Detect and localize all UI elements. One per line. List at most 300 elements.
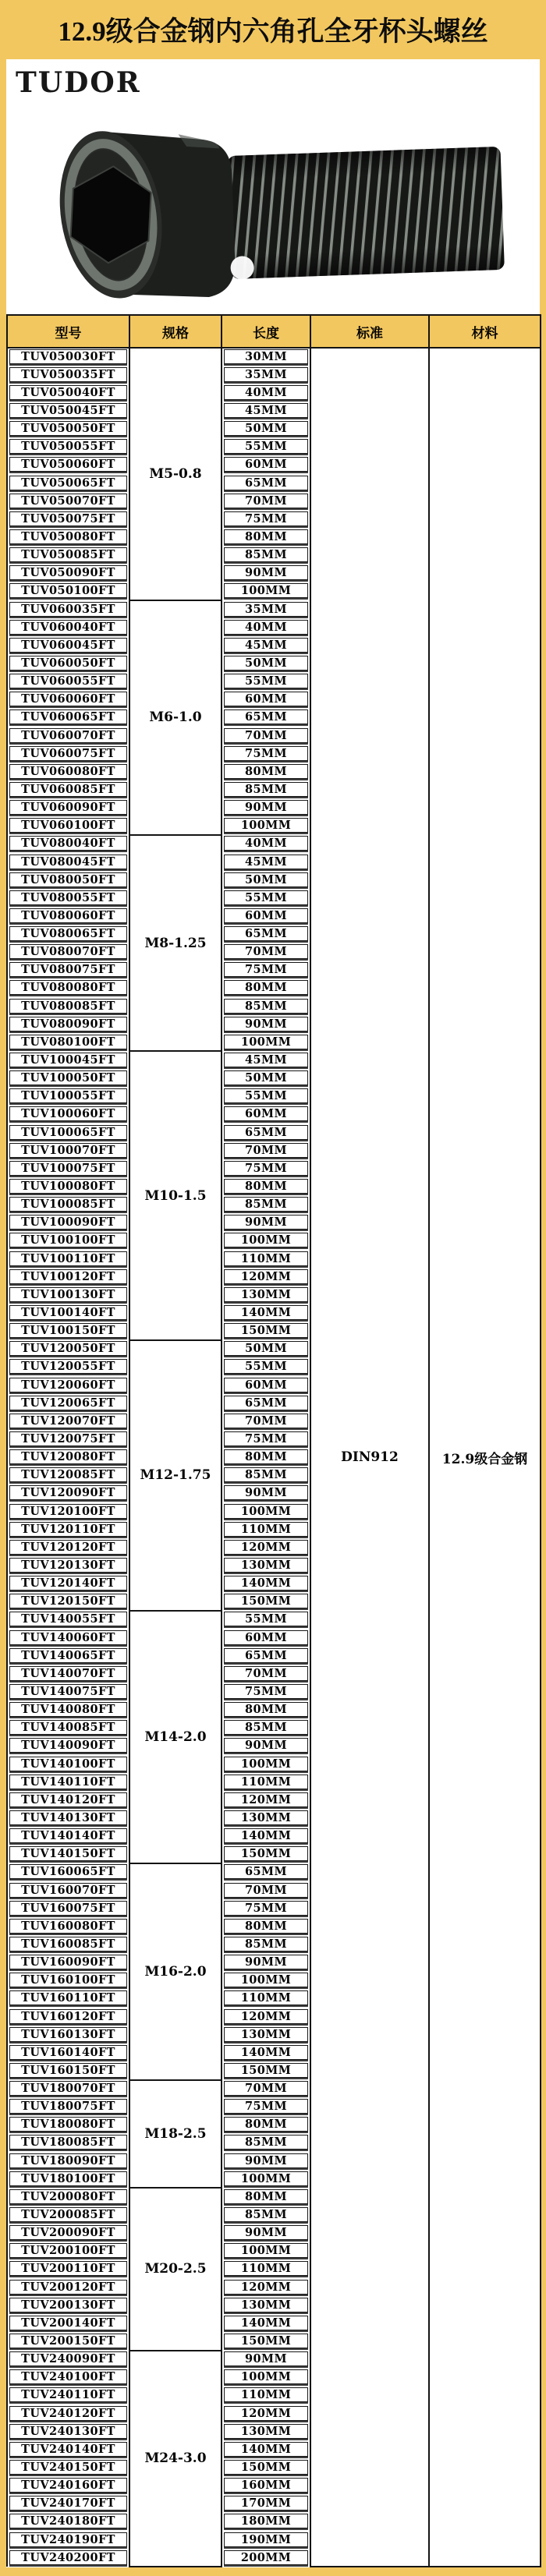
length-text: 85MM (224, 782, 308, 797)
length-cell (222, 2314, 310, 2332)
model-cell (7, 1899, 129, 1917)
length-cell (222, 817, 310, 835)
model-cell (7, 2495, 129, 2513)
length-text: 85MM (224, 2207, 308, 2222)
model-cell (7, 1051, 129, 1069)
model-cell (7, 1394, 129, 1412)
length-text: 60MM (224, 1106, 308, 1121)
length-cell (222, 547, 310, 564)
model-cell (7, 2404, 129, 2422)
model-text: TUV050035FT (9, 367, 127, 382)
length-text: 60MM (224, 1630, 308, 1645)
model-text: TUV200100FT (9, 2243, 127, 2258)
length-text: 90MM (224, 800, 308, 815)
length-cell (222, 2008, 310, 2026)
model-cell (7, 2296, 129, 2314)
model-text: TUV160150FT (9, 2063, 127, 2078)
model-text: TUV120110FT (9, 1522, 127, 1537)
length-cell (222, 925, 310, 943)
model-text: TUV160080FT (9, 1919, 127, 1934)
model-cell (7, 1647, 129, 1665)
model-text: TUV120085FT (9, 1467, 127, 1482)
length-cell (222, 2260, 310, 2278)
length-text: 130MM (224, 2424, 308, 2439)
model-cell (7, 1484, 129, 1502)
length-text: 60MM (224, 692, 308, 706)
length-text: 90MM (224, 2153, 308, 2168)
model-text: TUV050065FT (9, 476, 127, 490)
length-cell (222, 673, 310, 691)
length-text: 55MM (224, 674, 308, 688)
model-text: TUV080070FT (9, 944, 127, 959)
model-cell (7, 2278, 129, 2296)
model-text: TUV050085FT (9, 547, 127, 562)
page-title: 12.9级合金钢内六角孔全牙杯头螺丝 (58, 16, 488, 47)
spec-table (6, 314, 541, 2567)
model-text: TUV060050FT (9, 656, 127, 671)
length-cell (222, 2116, 310, 2134)
model-text: TUV060065FT (9, 709, 127, 724)
length-cell (222, 2026, 310, 2043)
length-text: 50MM (224, 872, 308, 887)
length-cell (222, 1033, 310, 1051)
model-text: TUV240160FT (9, 2478, 127, 2493)
model-cell (7, 1917, 129, 1935)
model-text: TUV100055FT (9, 1088, 127, 1103)
length-text: 70MM (224, 944, 308, 959)
length-cell (222, 1773, 310, 1791)
model-cell (7, 2477, 129, 2495)
length-cell (222, 420, 310, 438)
model-cell (7, 763, 129, 780)
length-cell (222, 618, 310, 636)
model-text: TUV200140FT (9, 2316, 127, 2330)
model-text: TUV160120FT (9, 2009, 127, 2024)
model-text: TUV060055FT (9, 674, 127, 688)
spec-group-cell: M18-2.5 (129, 2080, 222, 2189)
length-text: 180MM (224, 2514, 308, 2528)
length-text: 85MM (224, 1937, 308, 1951)
model-text: TUV140075FT (9, 1684, 127, 1699)
length-text: 110MM (224, 1522, 308, 1537)
length-cell (222, 510, 310, 528)
length-text: 140MM (224, 2316, 308, 2330)
length-text: 120MM (224, 1792, 308, 1807)
model-text: TUV120150FT (9, 1594, 127, 1608)
model-text: TUV160065FT (9, 1864, 127, 1879)
model-text: TUV080085FT (9, 999, 127, 1014)
model-cell (7, 1935, 129, 1953)
model-cell (7, 1954, 129, 1972)
length-text: 75MM (224, 1901, 308, 1916)
model-cell (7, 2224, 129, 2242)
model-text: TUV240170FT (9, 2496, 127, 2511)
length-text: 90MM (224, 1738, 308, 1753)
model-text: TUV050080FT (9, 529, 127, 544)
model-cell (7, 2351, 129, 2369)
length-text: 120MM (224, 2406, 308, 2421)
model-text: TUV120140FT (9, 1576, 127, 1591)
length-text: 60MM (224, 1378, 308, 1392)
length-text: 45MM (224, 638, 308, 653)
length-cell (222, 582, 310, 600)
length-text: 150MM (224, 2460, 308, 2475)
length-cell (222, 2387, 310, 2404)
model-cell (7, 1430, 129, 1448)
model-cell (7, 799, 129, 817)
model-cell (7, 402, 129, 419)
length-text: 70MM (224, 1666, 308, 1681)
model-text: TUV160070FT (9, 1883, 127, 1898)
model-text: TUV240120FT (9, 2406, 127, 2421)
length-text: 80MM (224, 529, 308, 544)
length-cell (222, 2513, 310, 2531)
model-text: TUV200080FT (9, 2189, 127, 2204)
length-cell (222, 2477, 310, 2495)
model-text: TUV200120FT (9, 2280, 127, 2295)
model-text: TUV120065FT (9, 1396, 127, 1410)
length-text: 100MM (224, 1973, 308, 1987)
model-cell (7, 1141, 129, 1159)
model-text: TUV100130FT (9, 1287, 127, 1302)
model-text: TUV060060FT (9, 692, 127, 706)
model-cell (7, 1881, 129, 1899)
model-cell (7, 582, 129, 600)
model-text: TUV240150FT (9, 2460, 127, 2475)
model-cell (7, 618, 129, 636)
length-cell (222, 1322, 310, 1340)
length-text: 110MM (224, 1251, 308, 1266)
length-text: 70MM (224, 1883, 308, 1898)
length-cell (222, 2296, 310, 2314)
length-cell (222, 1611, 310, 1629)
length-text: 75MM (224, 962, 308, 977)
model-cell (7, 1033, 129, 1051)
model-cell (7, 1123, 129, 1141)
length-text: 60MM (224, 908, 308, 923)
model-text: TUV100140FT (9, 1305, 127, 1320)
length-text: 50MM (224, 421, 308, 436)
model-text: TUV080040FT (9, 836, 127, 851)
model-text: TUV120075FT (9, 1431, 127, 1446)
length-text: 35MM (224, 602, 308, 617)
length-text: 75MM (224, 511, 308, 526)
model-text: TUV050075FT (9, 511, 127, 526)
column-header-material: 材料 (429, 315, 541, 348)
length-text: 150MM (224, 2063, 308, 2078)
length-text: 80MM (224, 1702, 308, 1717)
model-cell (7, 348, 129, 366)
model-cell (7, 1177, 129, 1195)
model-cell (7, 1629, 129, 1647)
length-cell (222, 1394, 310, 1412)
model-text: TUV140060FT (9, 1630, 127, 1645)
model-text: TUV100090FT (9, 1215, 127, 1230)
model-text: TUV180100FT (9, 2171, 127, 2186)
length-text: 75MM (224, 1161, 308, 1176)
model-cell (7, 2314, 129, 2332)
model-cell (7, 1340, 129, 1358)
length-text: 75MM (224, 1431, 308, 1446)
model-cell (7, 528, 129, 546)
model-cell (7, 1268, 129, 1286)
model-text: TUV200090FT (9, 2225, 127, 2240)
length-text: 65MM (224, 1125, 308, 1140)
length-text: 120MM (224, 1540, 308, 1555)
model-text: TUV160130FT (9, 2027, 127, 2042)
length-cell (222, 384, 310, 402)
table-header (7, 315, 541, 348)
model-text: TUV160085FT (9, 1937, 127, 1951)
spec-group-cell: M10-1.5 (129, 1051, 222, 1339)
model-cell (7, 1773, 129, 1791)
model-text: TUV050070FT (9, 494, 127, 508)
model-text: TUV140120FT (9, 1792, 127, 1807)
model-cell (7, 456, 129, 474)
model-text: TUV080065FT (9, 926, 127, 941)
model-cell (7, 1863, 129, 1881)
model-cell (7, 1376, 129, 1394)
length-cell (222, 745, 310, 763)
length-text: 110MM (224, 2387, 308, 2402)
length-text: 140MM (224, 1576, 308, 1591)
model-cell (7, 1593, 129, 1611)
length-cell (222, 1629, 310, 1647)
length-cell (222, 1123, 310, 1141)
model-cell (7, 727, 129, 745)
model-text: TUV060035FT (9, 602, 127, 617)
length-text: 85MM (224, 1197, 308, 1212)
model-text: TUV050060FT (9, 457, 127, 472)
column-header-model: 型号 (7, 315, 129, 348)
length-cell (222, 907, 310, 925)
length-text: 150MM (224, 2334, 308, 2348)
length-text: 80MM (224, 1919, 308, 1934)
model-cell (7, 1755, 129, 1773)
length-cell (222, 1954, 310, 1972)
length-cell (222, 2188, 310, 2206)
model-cell (7, 1575, 129, 1593)
model-text: TUV160100FT (9, 1973, 127, 1987)
model-text: TUV240180FT (9, 2514, 127, 2528)
length-text: 75MM (224, 746, 308, 761)
model-cell (7, 474, 129, 492)
model-cell (7, 2458, 129, 2476)
model-cell (7, 654, 129, 672)
model-cell (7, 1304, 129, 1322)
length-text: 80MM (224, 980, 308, 995)
length-cell (222, 1502, 310, 1520)
length-text: 60MM (224, 457, 308, 472)
model-cell (7, 1232, 129, 1250)
length-text: 130MM (224, 1810, 308, 1825)
model-text: TUV140065FT (9, 1648, 127, 1663)
length-cell (222, 348, 310, 366)
length-cell (222, 1358, 310, 1376)
spec-group-cell: M16-2.0 (129, 1863, 222, 2080)
model-text: TUV180085FT (9, 2135, 127, 2150)
model-cell (7, 1538, 129, 1556)
content-panel (6, 59, 540, 2567)
model-cell (7, 1250, 129, 1268)
model-text: TUV100110FT (9, 1251, 127, 1266)
model-text: TUV080090FT (9, 1017, 127, 1031)
model-cell (7, 1611, 129, 1629)
length-cell (222, 1990, 310, 2008)
length-cell (222, 1791, 310, 1809)
model-cell (7, 2188, 129, 2206)
model-cell (7, 1791, 129, 1809)
length-text: 65MM (224, 1396, 308, 1410)
model-cell (7, 1683, 129, 1700)
length-cell (222, 1467, 310, 1484)
length-text: 85MM (224, 2135, 308, 2150)
model-cell (7, 2098, 129, 2116)
length-text: 65MM (224, 476, 308, 490)
length-text: 130MM (224, 1287, 308, 1302)
length-text: 140MM (224, 2045, 308, 2060)
length-cell (222, 1412, 310, 1430)
length-text: 90MM (224, 565, 308, 580)
length-cell (222, 366, 310, 384)
model-text: TUV200130FT (9, 2298, 127, 2312)
model-cell (7, 1196, 129, 1214)
length-cell (222, 1575, 310, 1593)
model-text: TUV050090FT (9, 565, 127, 580)
model-text: TUV050100FT (9, 583, 127, 598)
model-cell (7, 1159, 129, 1177)
length-text: 65MM (224, 1648, 308, 1663)
length-cell (222, 2278, 310, 2296)
length-cell (222, 1106, 310, 1123)
length-cell (222, 528, 310, 546)
length-text: 120MM (224, 2280, 308, 2295)
length-text: 100MM (224, 583, 308, 598)
model-cell (7, 510, 129, 528)
model-text: TUV060045FT (9, 638, 127, 653)
column-header-length: 长度 (222, 315, 310, 348)
length-cell (222, 1340, 310, 1358)
length-cell (222, 1051, 310, 1069)
model-cell (7, 1665, 129, 1683)
model-cell (7, 1106, 129, 1123)
length-cell (222, 2170, 310, 2188)
length-text: 90MM (224, 1485, 308, 1500)
length-text: 65MM (224, 926, 308, 941)
length-cell (222, 1520, 310, 1538)
model-text: TUV060070FT (9, 728, 127, 743)
model-cell (7, 943, 129, 961)
length-text: 80MM (224, 764, 308, 779)
length-cell (222, 2458, 310, 2476)
length-text: 200MM (224, 2550, 308, 2565)
length-text: 50MM (224, 1070, 308, 1085)
length-cell (222, 1737, 310, 1755)
model-cell (7, 835, 129, 853)
length-text: 130MM (224, 2027, 308, 2042)
model-text: TUV160075FT (9, 1901, 127, 1916)
length-cell (222, 1159, 310, 1177)
length-text: 150MM (224, 1846, 308, 1861)
length-cell (222, 654, 310, 672)
model-cell (7, 780, 129, 798)
socket-cap-screw-image (33, 100, 516, 314)
length-cell (222, 835, 310, 853)
length-cell (222, 1214, 310, 1232)
model-text: TUV140080FT (9, 1702, 127, 1717)
length-cell (222, 1665, 310, 1683)
length-cell (222, 1755, 310, 1773)
model-cell (7, 2116, 129, 2134)
length-cell (222, 961, 310, 979)
standard-cell: DIN912 (310, 348, 429, 2567)
model-cell (7, 1556, 129, 1574)
model-text: TUV240100FT (9, 2369, 127, 2384)
table-row (7, 348, 541, 366)
length-cell (222, 1719, 310, 1737)
length-text: 30MM (224, 349, 308, 364)
length-text: 140MM (224, 1305, 308, 1320)
model-text: TUV100080FT (9, 1179, 127, 1194)
length-cell (222, 997, 310, 1015)
model-cell (7, 492, 129, 510)
length-text: 80MM (224, 1179, 308, 1194)
length-cell (222, 1881, 310, 1899)
length-cell (222, 1683, 310, 1700)
model-cell (7, 2080, 129, 2098)
model-text: TUV100065FT (9, 1125, 127, 1140)
model-text: TUV100060FT (9, 1106, 127, 1121)
model-text: TUV060090FT (9, 800, 127, 815)
length-cell (222, 636, 310, 654)
model-cell (7, 2026, 129, 2043)
model-cell (7, 384, 129, 402)
model-cell (7, 1214, 129, 1232)
length-text: 40MM (224, 620, 308, 635)
length-cell (222, 2332, 310, 2350)
column-header-spec: 规格 (129, 315, 222, 348)
length-text: 120MM (224, 1269, 308, 1284)
length-text: 100MM (224, 1504, 308, 1519)
model-text: TUV120100FT (9, 1504, 127, 1519)
model-text: TUV200150FT (9, 2334, 127, 2348)
length-text: 130MM (224, 2298, 308, 2312)
length-text: 90MM (224, 1955, 308, 1969)
model-cell (7, 2387, 129, 2404)
model-cell (7, 1322, 129, 1340)
length-cell (222, 1701, 310, 1719)
model-text: TUV050030FT (9, 349, 127, 364)
model-text: TUV120050FT (9, 1341, 127, 1356)
model-cell (7, 1737, 129, 1755)
length-cell (222, 1917, 310, 1935)
length-text: 90MM (224, 2351, 308, 2366)
model-text: TUV240090FT (9, 2351, 127, 2366)
model-text: TUV240110FT (9, 2387, 127, 2402)
length-cell (222, 2531, 310, 2549)
length-cell (222, 1538, 310, 1556)
model-cell (7, 961, 129, 979)
spec-group-cell: M12-1.75 (129, 1340, 222, 1611)
model-text: TUV240130FT (9, 2424, 127, 2439)
model-text: TUV100050FT (9, 1070, 127, 1085)
model-cell (7, 979, 129, 997)
model-text: TUV140110FT (9, 1775, 127, 1789)
model-cell (7, 871, 129, 889)
length-text: 50MM (224, 656, 308, 671)
length-cell (222, 979, 310, 997)
length-cell (222, 799, 310, 817)
